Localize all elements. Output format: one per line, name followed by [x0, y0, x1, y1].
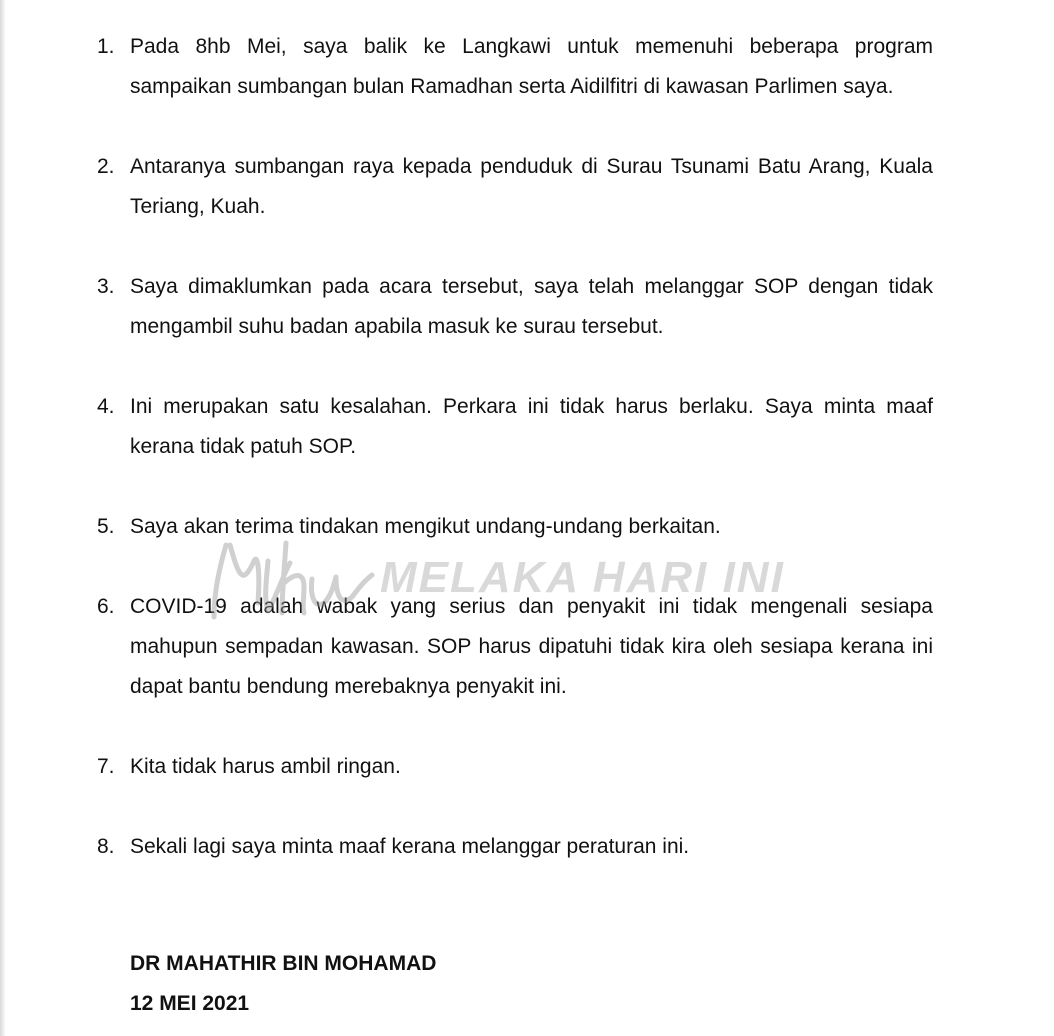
- item-text: Saya dimaklumkan pada acara tersebut, saya telah melanggar SOP dengan tidak mengambil suhu badan apabila masuk ke surau tersebut.: [130, 275, 933, 338]
- item-number: 8.: [97, 835, 115, 858]
- list-item: [0, 747, 1054, 787]
- item-text: Saya akan terima tindakan mengikut undang-undang berkaitan.: [130, 515, 721, 538]
- signature-date: 12 MEI 2021: [130, 992, 250, 1015]
- list-item: [0, 507, 1054, 547]
- list-item: [0, 387, 1054, 467]
- signature-block: [130, 944, 436, 1024]
- item-number: 6.: [97, 595, 115, 618]
- list-item: [0, 587, 1054, 707]
- item-number: 2.: [97, 155, 115, 178]
- statement-list: [0, 27, 1054, 907]
- item-number: 7.: [97, 755, 115, 778]
- item-text: Kita tidak harus ambil ringan.: [130, 755, 401, 778]
- item-number: 4.: [97, 395, 115, 418]
- list-item: [0, 27, 1054, 107]
- list-item: [0, 827, 1054, 867]
- item-text: Pada 8hb Mei, saya balik ke Langkawi untuk memenuhi beberapa program sampaikan sumbangan bulan Ramadhan serta Aidilfitri di kawasan Parlimen saya.: [130, 35, 933, 98]
- item-number: 1.: [97, 35, 115, 58]
- list-item: [0, 147, 1054, 227]
- signatory-name: DR MAHATHIR BIN MOHAMAD: [130, 952, 437, 975]
- item-number: 5.: [97, 515, 115, 538]
- item-text: Sekali lagi saya minta maaf kerana melanggar peraturan ini.: [130, 835, 690, 858]
- item-number: 3.: [97, 275, 115, 298]
- item-text: Ini merupakan satu kesalahan. Perkara ini tidak harus berlaku. Saya minta maaf kerana tidak patuh SOP.: [130, 395, 933, 458]
- item-text: COVID-19 adalah wabak yang serius dan penyakit ini tidak mengenali sesiapa mahupun sempadan kawasan. SOP harus dipatuhi tidak kira oleh sesiapa kerana ini dapat bantu bendung merebaknya penyakit ini.: [130, 595, 933, 698]
- list-item: [0, 267, 1054, 347]
- watermark-text: MELAKA HARI INI: [380, 553, 785, 602]
- item-text: Antaranya sumbangan raya kepada penduduk di Surau Tsunami Batu Arang, Kuala Teriang, Kuah.: [130, 155, 933, 218]
